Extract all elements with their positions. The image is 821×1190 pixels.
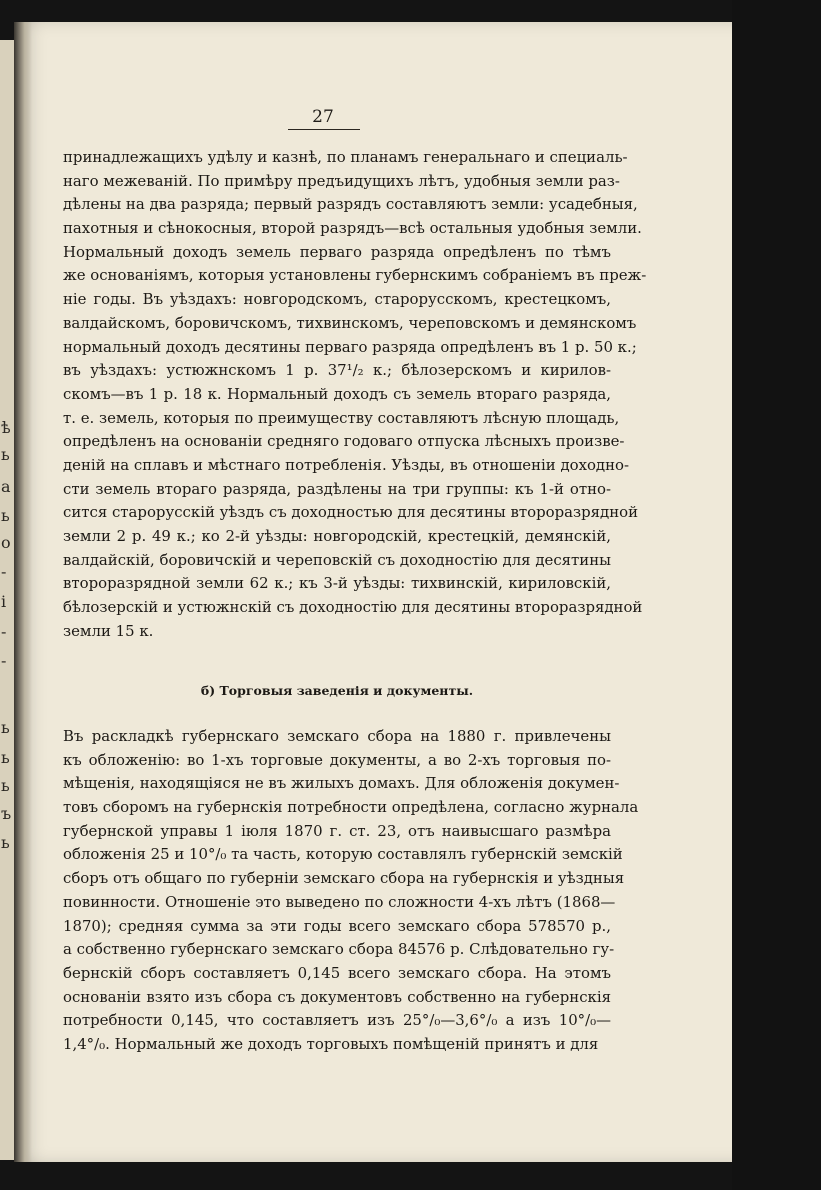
text-line: земли 2 р. 49 к.; ко 2-й уѣзды: новгородскій, крестецкій, демянскій, [63,527,611,545]
previous-page-fragment: ь [1,833,10,852]
previous-page-fragment: ѣ [1,418,11,437]
paragraph-3 [63,725,639,1057]
paragraph-1 [63,146,642,241]
previous-page-fragment: ь [1,445,10,464]
previous-page-fragment: - [1,562,7,581]
text-line: мѣщенія, находящіяся не въ жилыхъ домахъ. Для обложенія докумен- [63,774,620,793]
text-block-lower [63,725,639,1057]
scan-background [732,0,821,1190]
previous-page-fragment: ь [1,776,10,795]
text-line: основаніи взято изъ сбора съ документовъ собственно на губернскія [63,987,611,1006]
previous-page-text-fragments [0,60,14,1140]
text-line: скомъ—въ 1 р. 18 к. Нормальный доходъ съ земель втораго разряда, [63,384,611,403]
text-line: ніе годы. Въ уѣздахъ: новгородскомъ, старорусскомъ, крестецкомъ, [63,290,611,309]
text-line: 1870); средняя сумма за эти годы всего земскаго сбора 578570 р., [63,916,611,935]
previous-page-fragment: ь [1,506,10,525]
paragraph-2 [63,241,647,644]
text-line: т. е. земель, которыя по преимуществу составляютъ лѣсную площадь, [63,408,620,427]
text-line: второразрядной земли 62 к.; къ 3-й уѣзды: тихвинскій, кириловскій, [63,574,611,593]
text-line: валдайскій, боровичскій и череповскій съ доходностію для десятины [63,550,611,569]
text-line: сится старорусскій уѣздъ съ доходностью для десятины второразрядной [63,503,639,522]
previous-page-fragment: о [1,533,11,552]
text-line: а собственно губернскаго земскаго сбора 84576 р. Слѣдовательно гу- [63,940,615,959]
text-line: сборъ отъ общаго по губерніи земскаго сбора на губернскія и уѣздныя [63,869,625,888]
text-line: деній на сплавъ и мѣстнаго потребленія. Уѣзды, въ отношеніи доходно- [63,455,630,474]
previous-page-fragment: - [1,651,7,670]
previous-page-fragment: а [1,477,11,496]
page-number: 27 [312,107,334,127]
page-number-rule [288,129,360,130]
text-line: опредѣленъ на основаніи средняго годоваго отпуска лѣсныхъ произве- [63,432,625,451]
previous-page-fragment: ь [1,748,10,767]
text-line: дѣлены на два разряда; первый разрядъ составляютъ земли: усадебныя, [63,195,638,214]
text-line: принадлежащихъ удѣлу и казнѣ, по планамъ генеральнаго и специаль- [63,148,628,166]
text-line: обложенія 25 и 10°/₀ та часть, которую составлялъ губернскій земскій [63,845,623,864]
text-line: бѣлозерскій и устюжнскій съ доходностію для десятины второразрядной [63,598,643,617]
text-line: бернскій сборъ составляетъ 0,145 всего земскаго сбора. На этомъ [63,963,611,982]
text-line: пахотныя и сѣнокосныя, второй разрядъ—всѣ остальныя удобныя земли. [63,219,642,238]
text-line: губернской управы 1 іюля 1870 г. ст. 23, отъ наивысшаго размѣра [63,821,611,840]
text-line: же основаніямъ, которыя установлены губернскимъ собраніемъ въ преж- [63,266,647,285]
text-line: потребности 0,145, что составляетъ изъ 25°/₀—3,6°/₀ а изъ 10°/₀— [63,1011,611,1030]
previous-page-fragment: - [1,622,7,641]
text-line: сти земель втораго разряда, раздѣлены на три группы: къ 1-й отно- [63,479,611,498]
previous-page-fragment: і [1,592,7,611]
text-line: земли 15 к. [63,621,154,640]
text-line: Въ раскладкѣ губернскаго земскаго сбора на 1880 г. привлечены [63,727,611,745]
text-line: Нормальный доходъ земель перваго разряда опредѣленъ по тѣмъ [63,242,611,261]
text-line: валдайскомъ, боровичскомъ, тихвинскомъ, череповскомъ и демянскомъ [63,313,637,332]
page-gutter-shadow [14,22,32,1162]
text-line: товъ сборомъ на губернскія потребности опредѣлена, согласно журнала [63,798,639,817]
text-line: наго межеваній. По примѣру предъидущихъ лѣтъ, удобныя земли раз- [63,171,620,190]
text-line: къ обложенію: во 1-хъ торговые документы, а во 2-хъ торговыя по- [63,750,611,769]
text-line: 1,4°/₀. Нормальный же доходъ торговыхъ помѣщеній принятъ и для [63,1034,599,1053]
previous-page-fragment: ъ [1,804,12,823]
section-heading: б) Торговыя заведенія и документы. [200,683,474,698]
text-block-upper [63,146,647,643]
text-line: нормальный доходъ десятины перваго разряда опредѣленъ въ 1 р. 50 к.; [63,337,637,356]
text-line: повинности. Отношеніе это выведено по сложности 4-хъ лѣтъ (1868— [63,892,616,911]
text-line: въ уѣздахъ: устюжнскомъ 1 р. 37¹/₂ к.; бѣлозерскомъ и кирилов- [63,361,611,380]
previous-page-fragment: ь [1,718,10,737]
